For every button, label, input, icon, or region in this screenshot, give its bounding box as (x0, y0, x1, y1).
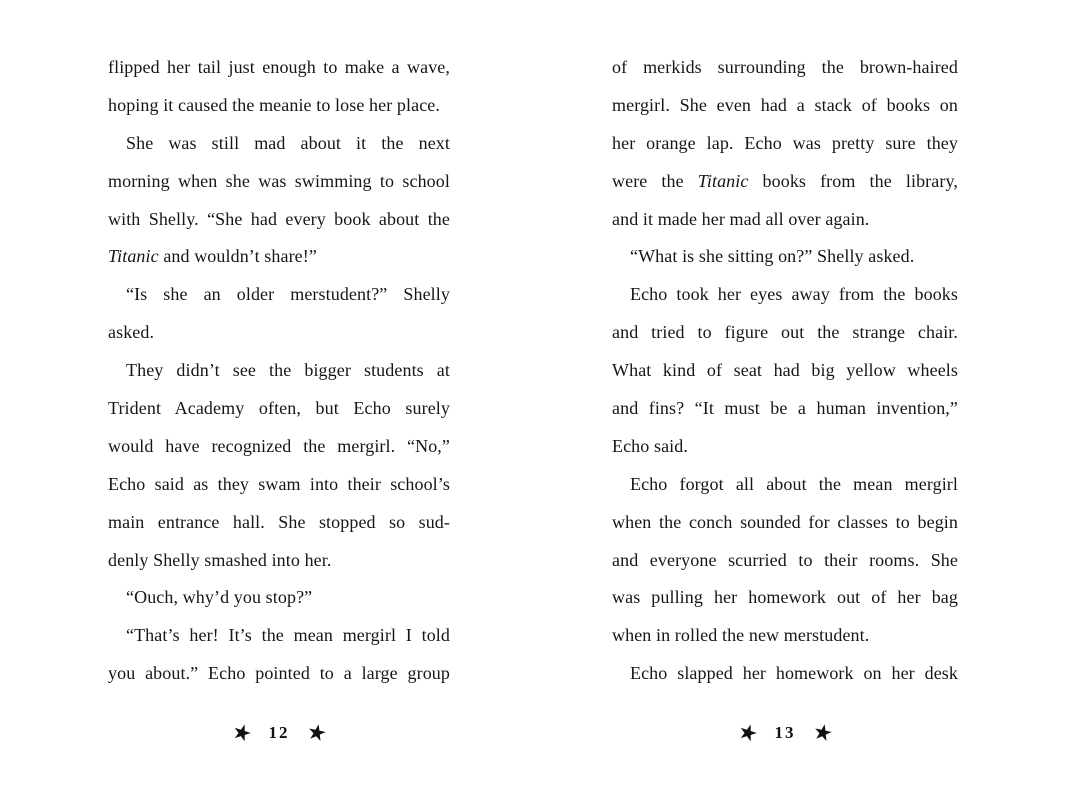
text-segment: and fins? “It must be a human invention,” (612, 398, 958, 419)
text-line (108, 352, 450, 390)
star-icon: ★ (734, 717, 762, 748)
text-line (108, 238, 450, 276)
text-segment: She was still mad about it the next (126, 132, 450, 153)
page-number: 13 (774, 723, 796, 742)
text-line (108, 655, 450, 693)
text-segment: books from the library, (748, 170, 958, 191)
text-line (612, 617, 958, 655)
text-segment: and everyone scurried to their rooms. She (612, 549, 958, 570)
text-line (108, 125, 450, 163)
text-segment: morning when she was swimming to school (108, 170, 450, 191)
star-icon: ★ (228, 717, 256, 748)
text-segment: “That’s her! It’s the mean mergirl I told (126, 625, 450, 646)
text-segment: and tried to figure out the strange chair. (612, 322, 958, 343)
text-line (612, 504, 958, 542)
text-segment: of merkids surrounding the brown-haired (612, 57, 958, 77)
text-segment: when the conch sounded for classes to begin (612, 511, 958, 532)
text-line (612, 238, 958, 276)
text-segment: Echo said. (612, 435, 688, 456)
text-line (108, 314, 450, 352)
text-line (108, 579, 450, 617)
text-segment: They didn’t see the bigger students at (126, 360, 450, 381)
text-line (612, 579, 958, 617)
text-segment: with Shelly. “She had every book about the (108, 208, 450, 229)
text-line (108, 504, 450, 542)
text-line (612, 428, 958, 466)
text-segment: asked. (108, 322, 155, 343)
text-line (612, 466, 958, 504)
text-line (612, 655, 958, 693)
text-segment: Echo took her eyes away from the books (630, 284, 958, 305)
text-segment: “What is she sitting on?” Shelly asked. (630, 246, 915, 267)
text-line (108, 87, 450, 125)
text-line (612, 125, 958, 163)
text-segment: her orange lap. Echo was pretty sure they (612, 132, 958, 153)
text-line (612, 87, 958, 125)
text-line (612, 542, 958, 580)
text-line (108, 276, 450, 314)
text-line (108, 542, 450, 580)
text-line (612, 276, 958, 314)
text-line (108, 49, 450, 87)
text-segment: you about.” Echo pointed to a large group (108, 663, 450, 684)
text-segment: Echo slapped her homework on her desk (630, 663, 958, 684)
text-line (612, 352, 958, 390)
text-line (108, 163, 450, 201)
text-line (108, 428, 450, 466)
text-line (612, 49, 958, 87)
right-page-footer (612, 716, 958, 750)
star-icon: ★ (304, 718, 329, 747)
text-segment: when in rolled the new merstudent. (612, 625, 870, 646)
text-segment: and it made her mad all over again. (612, 208, 870, 229)
text-segment: main entrance hall. She stopped so sud- (108, 511, 450, 532)
text-segment: Echo forgot all about the mean mergirl (630, 473, 958, 494)
text-segment: “Is she an older merstudent?” Shelly (126, 284, 450, 305)
text-line (108, 201, 450, 239)
text-segment: was pulling her homework out of her bag (612, 587, 958, 608)
text-segment: and wouldn’t share!” (158, 246, 317, 267)
right-page-text-column (612, 49, 958, 693)
text-line (612, 390, 958, 428)
star-icon: ★ (810, 718, 835, 747)
text-segment: flipped her tail just enough to make a wave, (108, 57, 450, 77)
left-page-footer (108, 716, 450, 750)
text-segment: Echo said as they swam into their school’s (108, 473, 450, 494)
text-segment: denly Shelly smashed into her. (108, 549, 332, 570)
text-line (612, 201, 958, 239)
text-segment: were the (612, 170, 698, 191)
text-line (108, 617, 450, 655)
text-segment: Trident Academy often, but Echo surely (108, 398, 450, 419)
text-segment: “Ouch, why’d you stop?” (126, 587, 313, 608)
text-line (108, 466, 450, 504)
text-line (108, 390, 450, 428)
italic-text-segment: Titanic (108, 246, 159, 267)
page-number: 12 (268, 723, 290, 742)
text-line (612, 163, 958, 201)
text-line (612, 314, 958, 352)
text-segment: hoping it caused the meanie to lose her place. (108, 94, 440, 115)
text-segment: mergirl. She even had a stack of books on (612, 94, 958, 115)
left-page-text-column (108, 49, 450, 693)
italic-text-segment: Titanic (697, 170, 749, 191)
text-segment: would have recognized the mergirl. “No,” (108, 435, 450, 456)
text-segment: What kind of seat had big yellow wheels (612, 360, 958, 381)
